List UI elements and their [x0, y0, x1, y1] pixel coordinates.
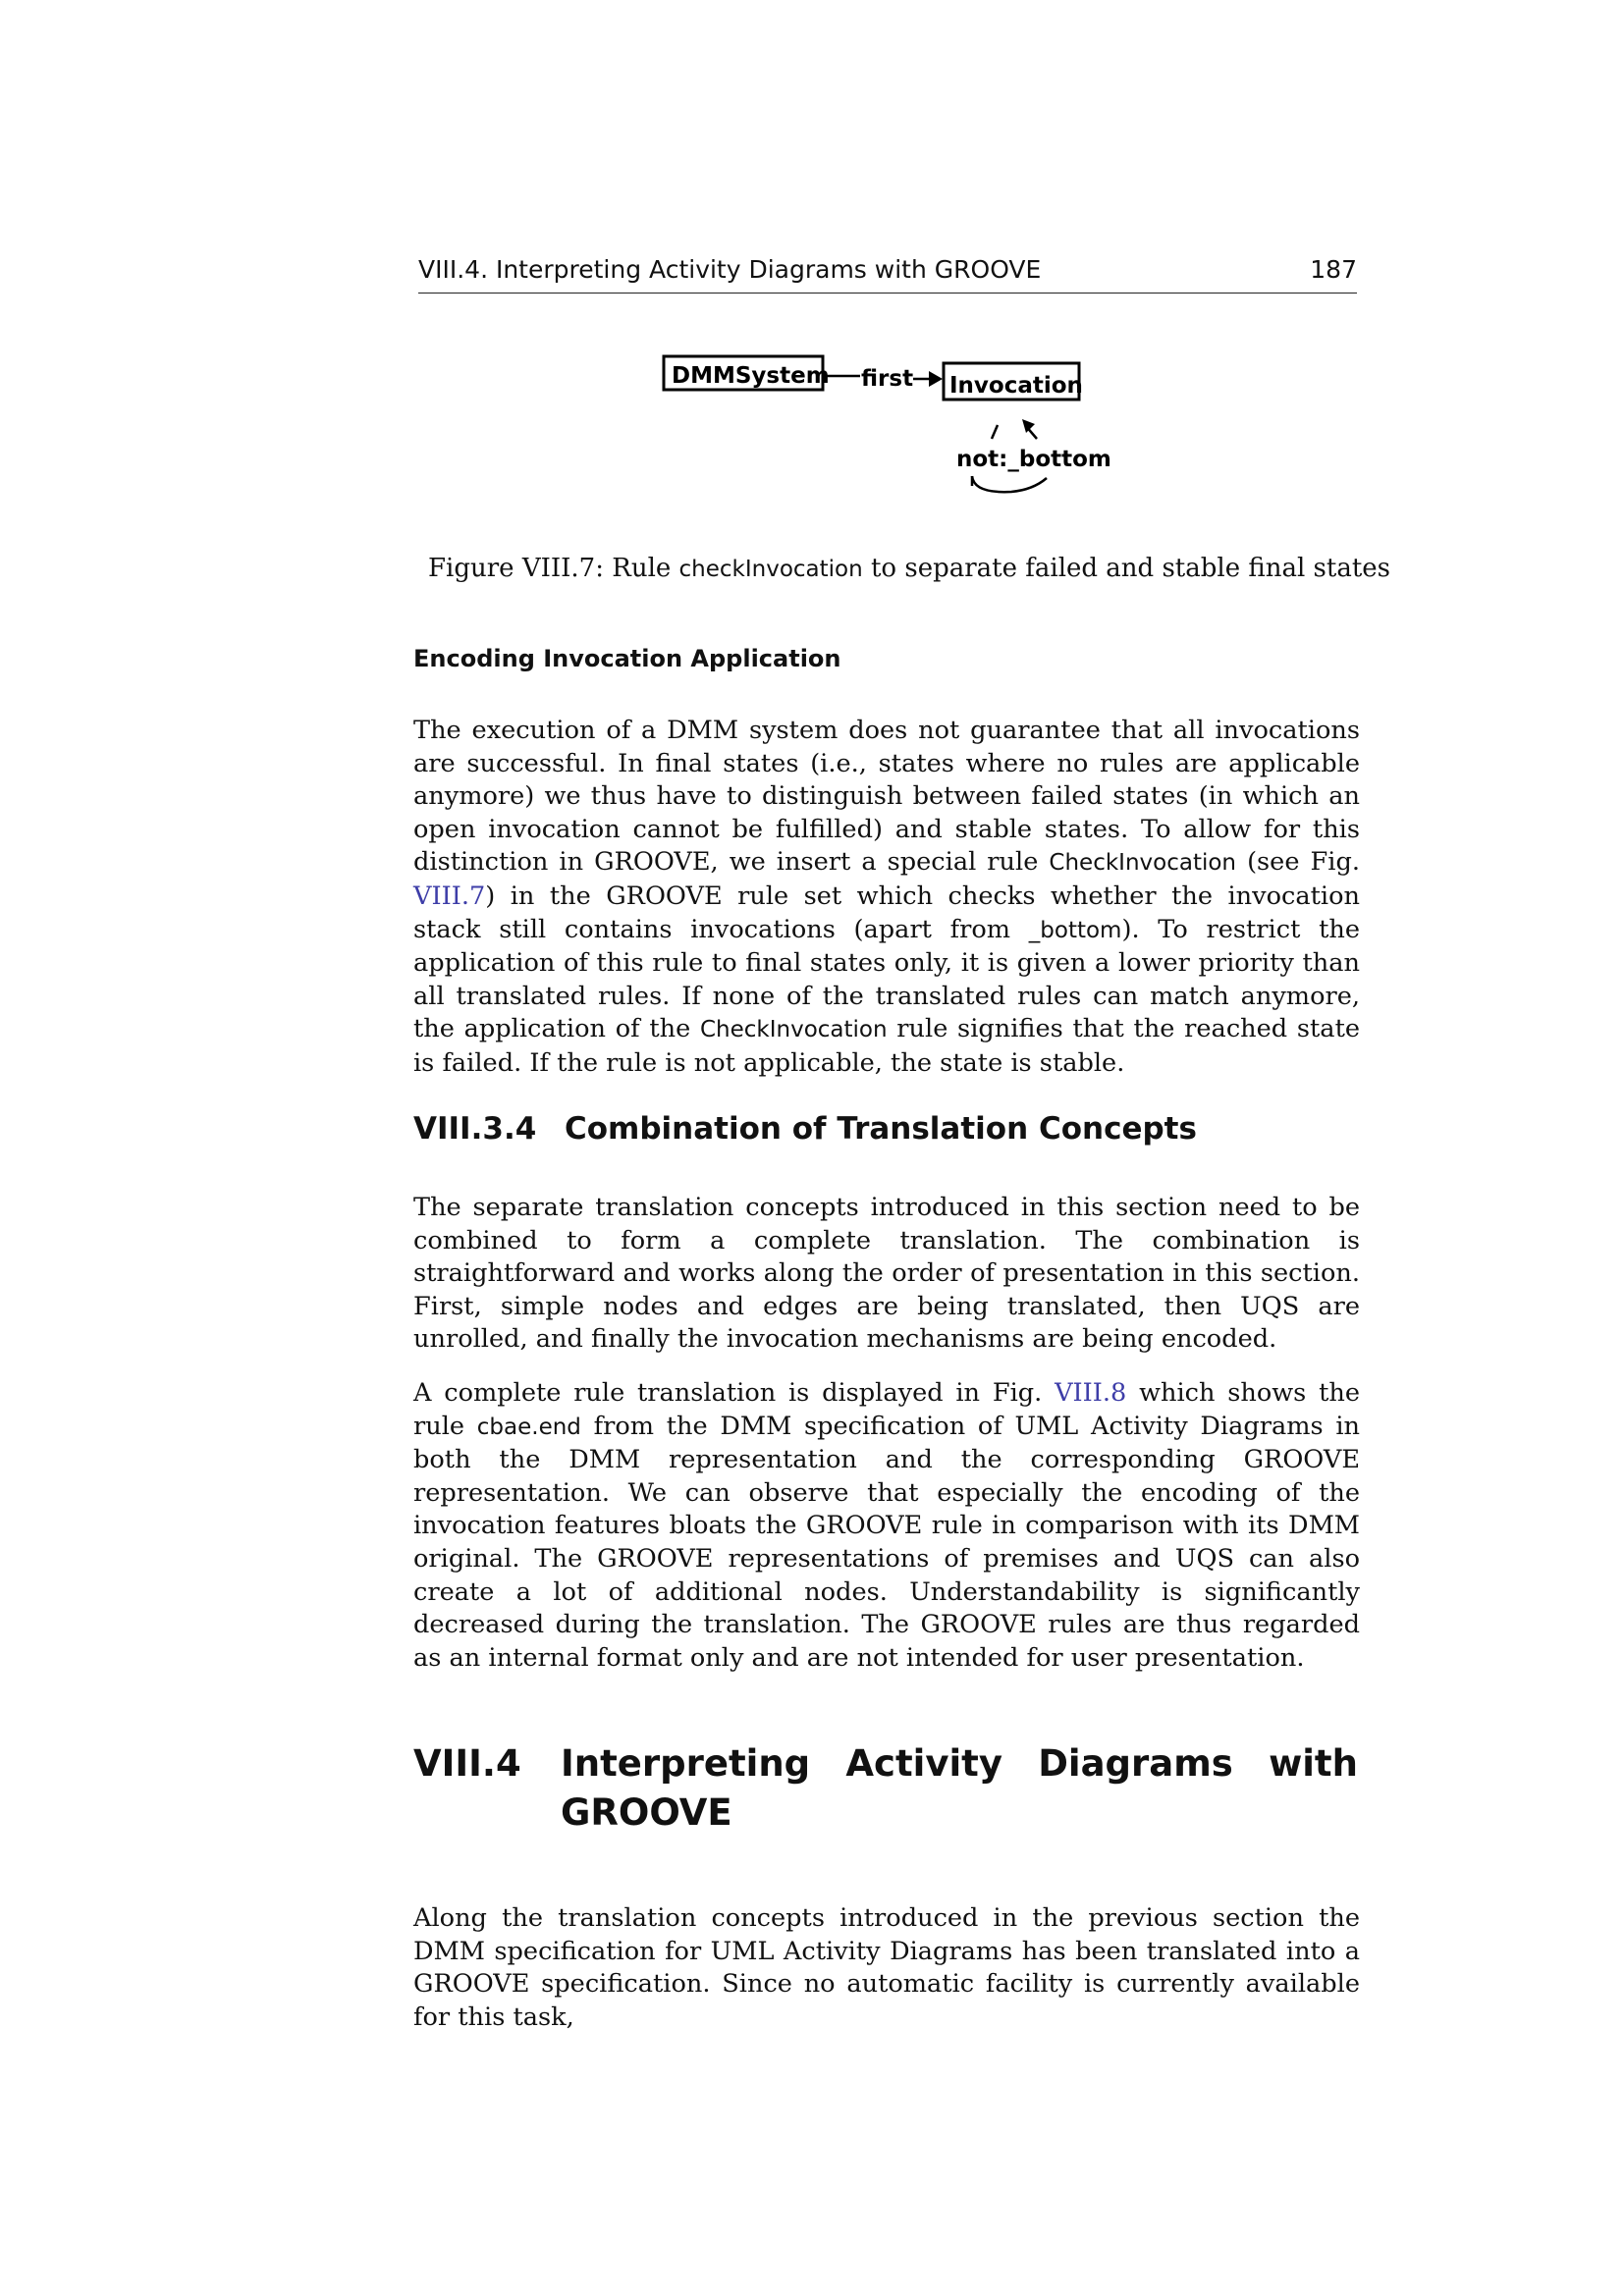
- running-header: [418, 253, 1357, 294]
- not-bottom-edge-label: not:_bottom: [956, 447, 1111, 472]
- section-title-word: Diagrams: [1038, 1742, 1233, 1785]
- first-edge-label: first: [861, 366, 914, 392]
- subsection-number: VIII.3.4: [413, 1111, 537, 1147]
- section-title: [561, 1739, 1358, 1838]
- figure-caption: [428, 552, 1390, 586]
- text-run: ) in the GROOVE rule set which checks whether the invocation stack still contains invocations (apart from: [413, 881, 1360, 944]
- subsection-title: Combination of Translation Concepts: [565, 1111, 1197, 1147]
- loop-edge-curve: [972, 476, 1047, 492]
- loop-edge-left-stroke: [992, 425, 998, 439]
- figure-ref-link-viii-8[interactable]: VIII.8: [1055, 1378, 1127, 1408]
- text-run: ). To restrict the application of this rule to final states only, it is given a lower priority than all translated rules. If none of the translated rules can match anymore, the application of the: [413, 914, 1360, 1044]
- text-run: (see Fig.: [1236, 847, 1360, 878]
- section-title-word: with: [1269, 1742, 1358, 1785]
- rule-graph-diagram: [648, 348, 1119, 510]
- section-title-word: Activity: [845, 1742, 1002, 1785]
- running-header-title: VIII.4. Interpreting Activity Diagrams with GROOVE: [418, 255, 1042, 284]
- first-edge-arrowhead: [929, 371, 943, 387]
- heading-encoding-invocation-application: Encoding Invocation Application: [413, 645, 841, 672]
- invocation-node-label: Invocation: [949, 373, 1083, 399]
- text-run: rule signifies that the reached state is failed. If the rule is not applicable, the state is stable.: [413, 1014, 1360, 1078]
- paragraph-combination-1: The separate translation concepts introduced in this section need to be combined to form a complete translation. The combination is straightforward and works along the order of presentation in this section. First, simple nodes and edges are being translated, then UQS are unrolled, and finally the invocation mechanisms are being encoded.: [413, 1193, 1360, 1355]
- paragraph-encoding-invocation: [413, 715, 1360, 1081]
- bottom-identifier: _bottom: [1028, 917, 1122, 943]
- caption-prefix: Figure VIII.7: Rule: [428, 554, 679, 583]
- section-title-word: GROOVE: [561, 1791, 732, 1834]
- text-run: which shows the rule: [413, 1378, 1360, 1441]
- page-number: 187: [1310, 255, 1357, 284]
- caption-rule-name: checkInvocation: [678, 557, 863, 582]
- text-run: from the DMM specification of UML Activity Diagrams in both the DMM representation and the corresponding GROOVE representation. We can observe that especially the encoding of the invocation features bloats the GROOVE rule in comparison with its DMM original. The GROOVE representations of premises and UQS can also create a lot of additional nodes. Understandability is significantly decreased during the translation. The GROOVE rules are thus regarded as an internal format only and are not intended for user presentation.: [413, 1411, 1360, 1673]
- rule-name-cbae-end: cbae.end: [476, 1414, 581, 1440]
- paragraph-combination-2: [413, 1377, 1360, 1675]
- figure-ref-link-viii-7[interactable]: VIII.7: [413, 881, 486, 911]
- section-title-word: Interpreting: [561, 1742, 811, 1785]
- rule-name-check-invocation-2: CheckInvocation: [699, 1017, 888, 1043]
- heading-combination-of-translation-concepts: [413, 1111, 1197, 1147]
- text-run: A complete rule translation is displayed in Fig.: [413, 1378, 1056, 1408]
- figure-check-invocation-rule: [648, 348, 1119, 510]
- text-run: The execution of a DMM system does not guarantee that all invocations are successful. In final states (i.e., states where no rules are applicable anymore) we thus have to distinguish between failed states (in which an open invocation cannot be fulfilled) and stable states. To allow for this distinction in GROOVE, we insert a special rule: [413, 716, 1360, 878]
- section-number: VIII.4: [413, 1742, 521, 1785]
- dmmsystem-node-label: DMMSystem: [672, 363, 830, 389]
- paragraph-interpreting-1: Along the translation concepts introduced in the previous section the DMM specification for UML Activity Diagrams has been translated into a GROOVE specification. Since no automatic facility is currently available for this task,: [413, 1903, 1360, 2032]
- rule-name-check-invocation: CheckInvocation: [1049, 850, 1237, 877]
- caption-suffix: to separate failed and stable final states: [862, 554, 1390, 583]
